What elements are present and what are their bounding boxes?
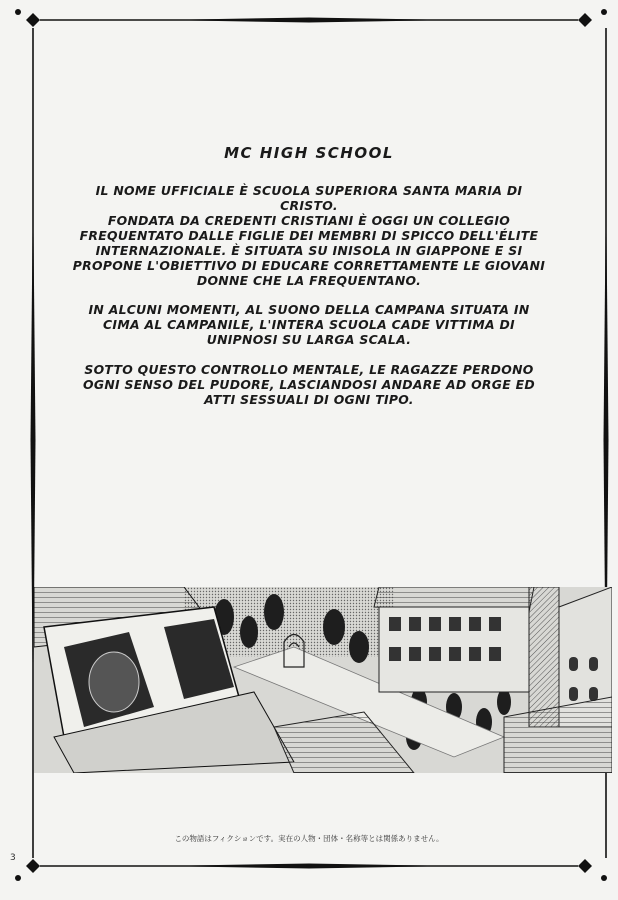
paragraph-mind-control: SOTTO QUESTO CONTROLLO MENTALE, LE RAGAZZE PERDONO OGNI SENSO DEL PUDORE, LASCIANDOSI ANDARE AD ORGE ED ATTI SESSUALI DI OGNI TIPO.	[83, 362, 535, 407]
fiction-disclaimer: この物語はフィクションです。実在の人物・団体・名称等とは関係ありません。	[174, 834, 444, 843]
page-number: 3	[10, 853, 16, 863]
paragraph-founding: FONDATA DA CREDENTI CRISTIANI È OGGI UN COLLEGIO FREQUENTATO DALLE FIGLIE DEI MEMBRI DI SPICCO DELL'ÉLITE INTERNAZIONALE. È SITUATA SU INISOLA IN GIAPPONE E SI PROPONE L'OBIETTIVO DI EDUCARE CORRETTAMENTE LE GIOVANI DONNE CHE LA FREQUENTANO.	[72, 213, 546, 288]
paragraph-official-name: IL NOME UFFICIALE È SCUOLA SUPERIORA SANTA MARIA DI CRISTO.	[95, 183, 523, 213]
paragraph-bell: IN ALCUNI MOMENTI, AL SUONO DELLA CAMPANA SITUATA IN CIMA AL CAMPANILE, L'INTERA SCUOLA CADE VITTIMA DI UNIPNOSI SU LARGA SCALA.	[88, 302, 530, 347]
page-title: MC HIGH SCHOOL	[224, 144, 394, 162]
school-illustration	[34, 587, 612, 773]
